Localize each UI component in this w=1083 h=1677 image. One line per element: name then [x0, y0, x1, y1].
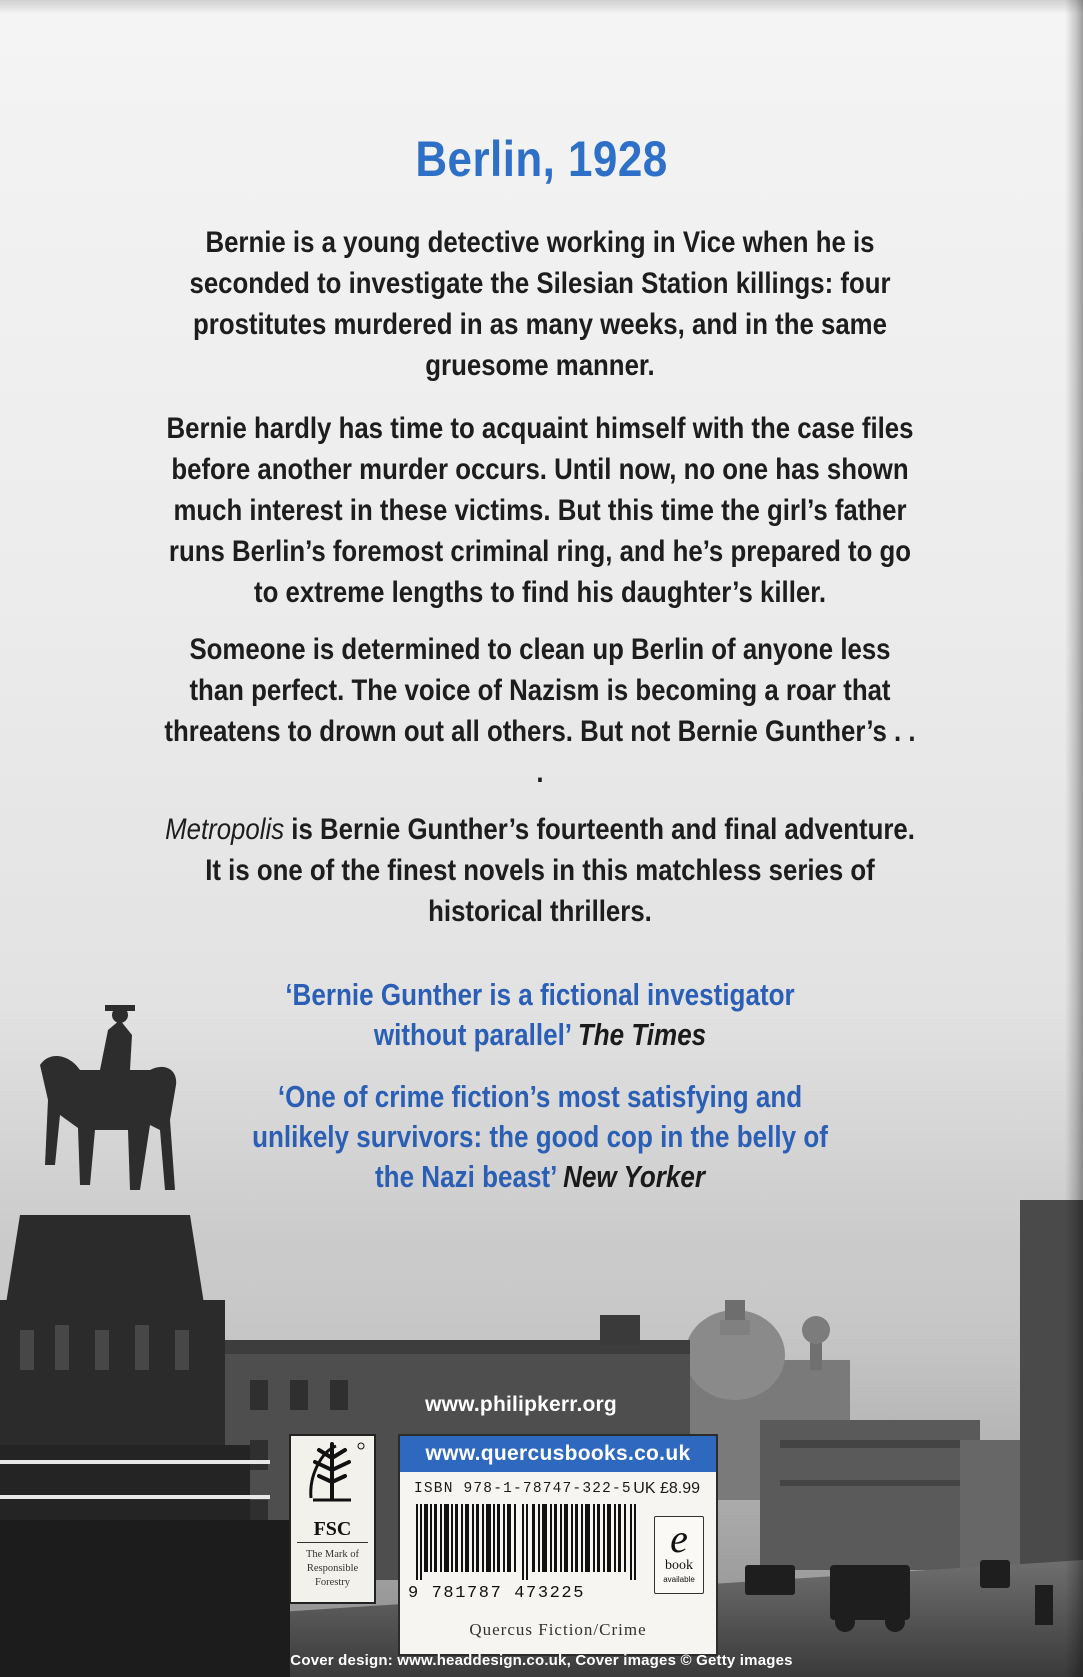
isbn: ISBN 978-1-78747-322-5: [414, 1481, 632, 1497]
blurb-paragraph-4-rest: is Bernie Gunther’s fourteenth and final adventure. It is one of the finest novels in this matchless series of historical thrillers.: [205, 813, 915, 928]
ebook-available: available: [663, 1575, 695, 1584]
barcode-digits: 9 781787 473225: [408, 1584, 586, 1603]
barcode-panel: [398, 1434, 718, 1656]
fsc-subtitle: The Mark of Responsible Forestry: [305, 1549, 360, 1588]
blurb-paragraph-3: Someone is determined to clean up Berlin of anyone less than perfect. The voice of Nazism is becoming a roar that threatens to drown out all others. But not Bernie Gunther’s . . .: [164, 633, 916, 789]
fsc-tree-icon: [291, 1436, 374, 1516]
top-shadow: [0, 0, 1083, 14]
barcode-icon: [414, 1504, 638, 1580]
page-title: Berlin, 1928: [415, 131, 668, 187]
quote-text: ‘Bernie Gunther is a fictional investigator without parallel’: [285, 977, 795, 1052]
fsc-label: FSC: [313, 1518, 352, 1540]
author-website[interactable]: www.philipkerr.org: [425, 1393, 617, 1416]
blurb: [100, 222, 980, 948]
price: UK £8.99: [633, 1480, 700, 1497]
quote-source: The Times: [577, 1017, 707, 1052]
publisher-website[interactable]: www.quercusbooks.co.uk: [400, 1436, 716, 1472]
blurb-paragraph-1: Bernie is a young detective working in Vice when he is seconded to investigate the Silesian Station killings: four prostitutes murdered in as many weeks, and in the same gruesome manner.: [189, 226, 891, 382]
imprint: Quercus Fiction/Crime: [469, 1620, 647, 1639]
ebook-badge: [654, 1516, 704, 1594]
blurb-paragraph-4: [162, 809, 919, 932]
blurb-paragraph-2: Bernie hardly has time to acquaint himself with the case files before another murder occurs. Until now, no one has shown much interest in these victims. But this time the girl’s father runs Berlin’s foremost criminal ring, and he’s prepared to go to extreme lengths to find his daughter’s killer.: [166, 412, 914, 609]
spine-shadow: [1065, 0, 1083, 1677]
book-title-italic: Metropolis: [165, 813, 285, 846]
quote-source: New Yorker: [563, 1159, 705, 1194]
fsc-logo: [289, 1434, 376, 1604]
ebook-letter: e: [670, 1516, 688, 1561]
quote-text: ‘One of crime fiction’s most satisfying and unlikely survivors: the good cop in the belly of the Nazi beast’: [252, 1079, 828, 1194]
cover-credit: Cover design: www.headdesign.co.uk, Cover images © Getty images: [290, 1652, 793, 1669]
equestrian-statue: [40, 1005, 176, 1190]
divider: [297, 1542, 368, 1543]
ebook-word: book: [665, 1558, 693, 1573]
